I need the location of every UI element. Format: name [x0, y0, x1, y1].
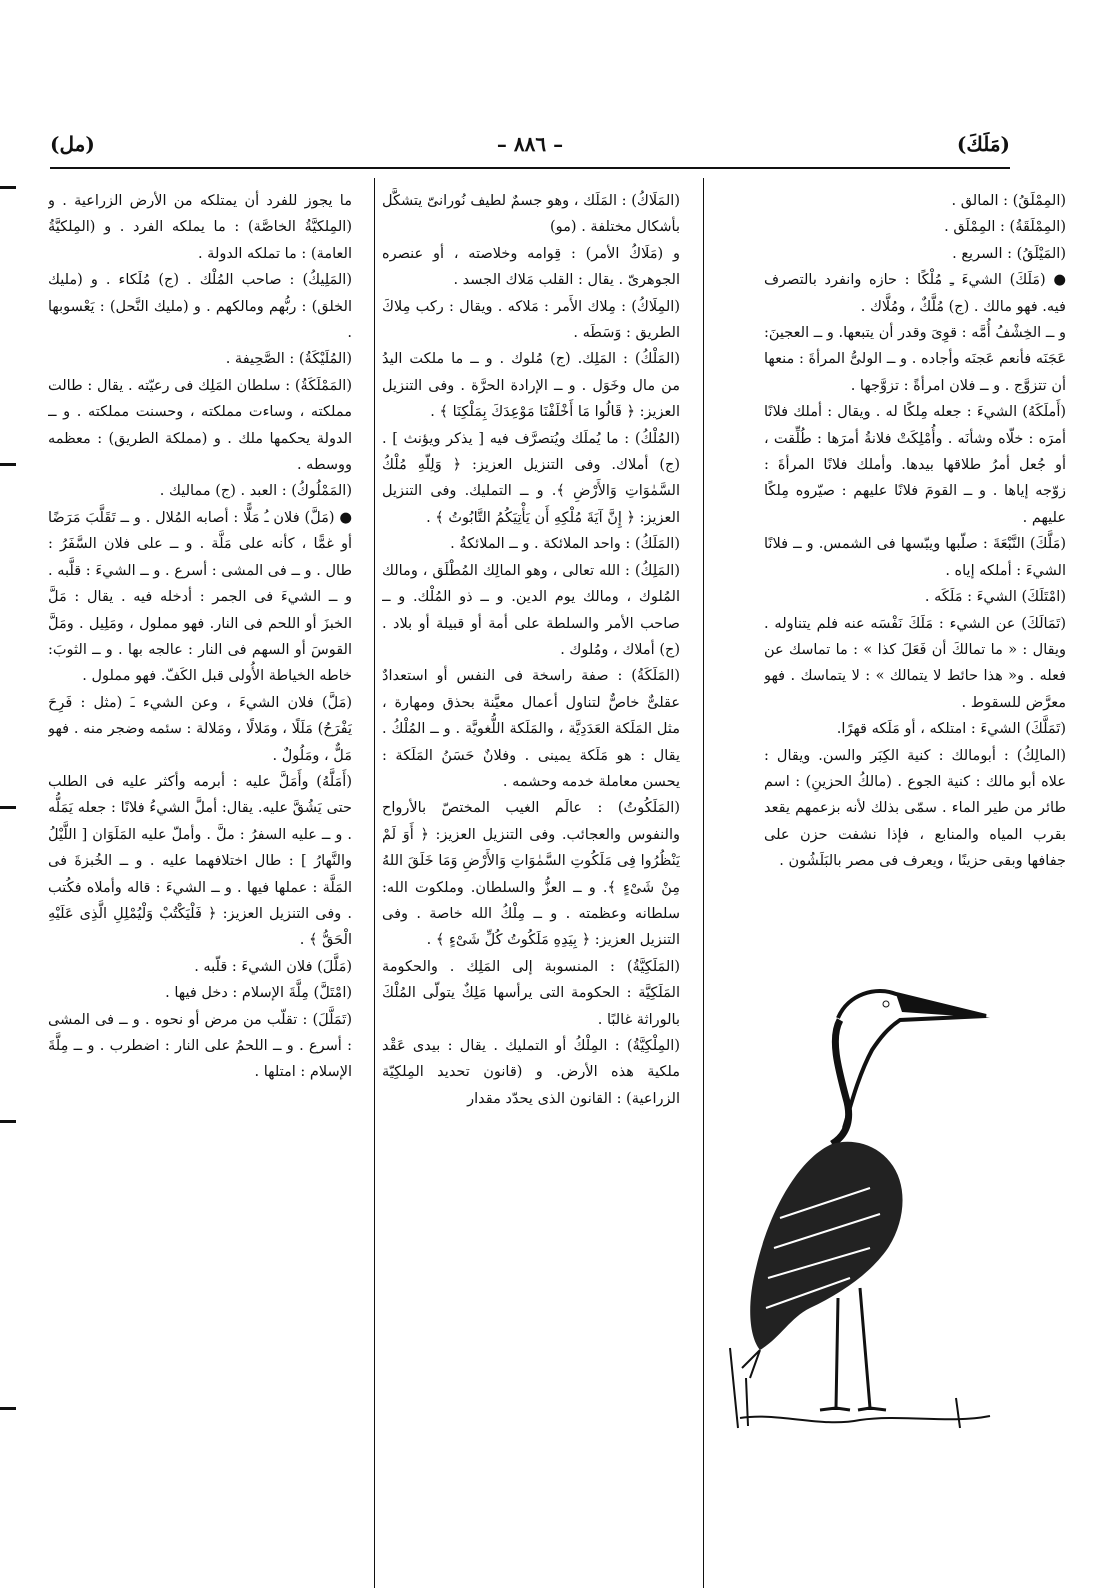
entry-paragraph: (تَمَلَّكَ) الشيءَ : امتلكه ، أو مَلَكه قهرًا.	[836, 721, 1066, 738]
entry-paragraph: (المَمْلَكَةُ) : سلطان المَلِك فى رعيّته . يقال : طالت مملكته ، وساءت مملكته ، وحسنت مملكته . و ــ الدولة يحكمها ملك . و (مملكة الطريق) : معظمه ووسطه .	[48, 377, 352, 474]
entry-paragraph: ● (مَلَكَ) الشيءَ ـِ مُلْكًا : حازه وانفرد بالتصرف فيه. فهو مالك . (ج) مُلَّكٌ ، ومُلَّاك .	[764, 272, 1066, 315]
column-left	[48, 188, 352, 1568]
page-number: – ٨٨٦ –	[496, 132, 564, 156]
entry-paragraph: (مَلَّكَ) النَّبْعَةَ : صلّبها ويبّسها فى الشمس. و ــ فلانًا الشيءَ : أملكه إياه .	[764, 536, 1066, 579]
entry-paragraph: (أَملَكَهُ) الشيءَ : جعله مِلكًا له . ويقال : أملك فلانًا أمرَه : خلّاه وشأنَه . وأُمْلِكَتْ فلانةُ أمرَها : طُلِّقت ، أو جُعل أمرُ طلاقها بيدها. وأملك فلانًا المرأةَ : زوّجه إياها . و ــ القومَ فلانًا عليهم : صيّروه مِلكًا عليهم .	[764, 404, 1066, 526]
column-middle	[382, 188, 680, 1568]
entry-paragraph: (المَلَاكُ) : المَلَك ، وهو جسمٌ لطيف نُورانىّ يتشكَّل بأشكال مختلفة . (مو)	[382, 193, 680, 236]
entry-paragraph: (المِمْلَقَةُ) : المِمْلَق .	[944, 219, 1066, 236]
entry-paragraph: و (مَلَاكُ الأمر) : قِوامه وخلاصته ، أو عنصره الجوهرىّ . يقال : القلب مَلاك الجسد .	[382, 245, 680, 289]
entry-paragraph: (أَمَلَّهُ) وأَمَلَّ عليه : أبرمه وأكثر عليه فى الطلب حتى يَشُقَّ عليه. يقال: أملَّ الشيءُ فلانًا : جعله يَمَلُّه . و ــ عليه السفرُ : ملَّ . وأملّ عليه المَلَوَان [ اللَّيْلُ والنَّهارُ ] : طال اختلافهما عليه . و ــ الخُبزةَ فى المَلَّة : عملها فيها . و ــ الشيءَ : قاله وأملاه فكُتب . وفى التنزيل العزيز: ﴿ فَلْيَكْتُبْ وَلْيُمْلِلِ الَّذِى عَلَيْهِ الْحَقُّ ﴾ .	[48, 773, 352, 949]
column-divider	[374, 178, 375, 1588]
entry-paragraph: (المَيْلَقُ) : السريع .	[952, 245, 1066, 262]
scan-mark	[0, 1407, 16, 1410]
header-root: (مل)	[50, 132, 95, 156]
entry-paragraph: ● (مَلَّ) فلان ـُ مَلًّا : أصابه المُلال . و ــ تَقَلَّبَ مَرَضًا أو غمًّا ، كأنه على مَلَّة . و ــ على فلان السَّفَرُ : طال . و ــ فى المشى : أسرع . و ــ الشيءَ : قلَّبه . و ــ الشيءَ فى الجمر : أدخله فيه . يقال : مَلَّ الخبزَ أو اللحم فى النار. فهو مملول ، ومَلِيل . ومَلَّ القوسَ أو السهم فى النار : عالجه بها . و ــ الثوبَ: خاطه الخياطة الأُولى قبل الكَفّ. فهو مملول .	[48, 509, 352, 685]
entry-paragraph: (المَمْلُوكُ) : العبد . (ج) مماليك .	[159, 483, 352, 500]
entry-paragraph: (تَمَلَّلَ) : تقلّب من مرض أو نحوه . و ــ فى المشى : أسرع . و ــ اللحمُ على النار : اضطرب . و ــ مِلَّةَ الإسلام : امتلها .	[48, 1011, 352, 1081]
scan-mark	[0, 463, 16, 466]
entry-paragraph: (المَلَكُوتُ) : عالَم الغيب المختصّ بالأرواح والنفوس والعجائب. وفى التنزيل العزيز: ﴿ أَوَ لَمْ يَنْظُرُوا فِى مَلَكُوتِ السَّمٰوَاتِ وَالأَرْضِ وَمَا خَلَقَ اللهُ مِنْ شَىْءٍ ﴾. و ــ العزُّ والسلطان. وملكوت الله: سلطانه وعظمته . و ــ مِلْكُ الله خاصة . وفى التنزيل العزيز: ﴿ بِيَدِهِ مَلَكُوتُ كُلِّ شَىْءٍ ﴾ .	[382, 800, 680, 949]
header-entry-word: (مَلَكَ)	[956, 132, 1010, 156]
entry-paragraph: (المِلْكِيَّةُ) : المِلْكُ أو التمليك . يقال : بيدى عَقْد ملكية هذه الأرض. و (قانون تحديد المِلكِيّة الزراعية) : القانون الذى يحدّد مقدار	[382, 1038, 680, 1107]
entry-paragraph: (المَلِكُ) : الله تعالى ، وهو المالِك المُطْلَق ، ومالك المُلوك ، ومالك يوم الدين. و ــ ذو المُلْك. و ــ صاحب الأمر والسلطة على أمة أو قبيلة أو بلاد . (ج) أملاك ، ومُلوك .	[382, 562, 680, 658]
column-divider	[703, 178, 704, 1588]
entry-paragraph: (المِلَاكُ) : مِلاك الأَمر : مَلاكه . ويقال : ركب مِلاكَ الطريق : وَسَطَه .	[382, 298, 680, 342]
scan-mark	[0, 186, 16, 189]
entry-paragraph: (المِمْلَقُ) : المالق .	[951, 193, 1066, 209]
entry-paragraph: (المُلْكُ) : ما يُملَك ويُتصرَّف فيه [ يذكر ويؤنث ] . (ج) أملاك. وفى التنزيل العزيز: ﴿ وَلِلّهِ مُلْكُ السَّمٰوَاتِ وَالأَرْضِ ﴾. و ــ التمليك. وفى التنزيل العزيز: ﴿ إِنَّ آيَةَ مُلْكِهِ أَن يَأْتِيَكُمُ التَّابُوتُ ﴾ .	[382, 430, 680, 526]
entry-paragraph: (امْتَلَّ) مِلَّةَ الإسلام : دخل فيها .	[165, 985, 352, 1002]
scan-mark	[0, 806, 16, 809]
entry-paragraph: (المُلَيْكَةُ) : الصَّحِيفة .	[225, 351, 352, 368]
entry-paragraph: (المَلْكُ) : المَلِك. (ج) مُلوك . و ــ ما ملكت اليدُ من مال وخَوَل . و ــ الإرادة الحرَّة . وفى التنزيل العزيز: ﴿ قَالُوا مَا أَخْلَفْنَا مَوْعِدَكَ بِمَلْكِنَا ﴾ .	[382, 351, 680, 421]
entry-paragraph: (امْتَلَكَ) الشيءَ : مَلَكَه .	[924, 589, 1066, 606]
entry-paragraph: (مَلَّ) فلان الشيءَ ، وعن الشيء ـَ (مثل : فَرِحَ يَفْرَحُ) مَلَلًا ، ومَلالًا ، ومَلالة : سئمه وضجر منه . فهو مَلٌّ ، ومَلُولٌ .	[48, 694, 352, 764]
page-header	[50, 128, 1010, 168]
entry-paragraph: و ــ الخِشْفُ أُمَّه : قوِىَ وقدر أن يتبعها. و ــ العجينَ: عَجَنَه فأنعم عَجنَه وأجاده . و ــ الولىُّ المرأةَ : منعها أن تتزوَّج . و ــ فلان امرأةً : تزوَّجها .	[764, 325, 1066, 394]
entry-paragraph: (المَلِيكُ) : صاحب المُلْك . (ج) مُلَكاء . و (مليك الخلق) : ربُّهم ومالكهم . و (مليك النَّحل) : يَعْسوبها .	[48, 272, 352, 342]
entry-paragraph: ما يجوز للفرد أن يمتلكه من الأرض الزراعية . و (المِلكيَّةُ الخاصَّة) : ما يملكه الفرد . و (المِلكيَّةُ العامة) : ما تملكه الدولة .	[48, 193, 352, 262]
entry-paragraph: (المَلَكِيَّةُ) : المنسوبة إلى المَلِك . والحكومة المَلَكِيَّة : الحكومة التى يرأسها مَلِكٌ يتولّى المُلْكَ بالوراثة غالبًا .	[382, 958, 680, 1028]
heron-illustration	[720, 958, 1010, 1438]
entry-paragraph: (مَلَّلَ) فلان الشيءَ : قلّبه .	[194, 958, 352, 975]
entry-paragraph: (المَلَكُ) : واحد الملائكة . و ــ الملائكةُ .	[450, 536, 680, 553]
column-right	[764, 188, 1066, 968]
scan-mark	[0, 1120, 16, 1123]
entry-paragraph: (المالِكُ) : أبومالك : كنية الكِبَر والسن. ويقال : علاه أبو مالك : كنية الجوع . (مالكُ الحزينِ) : اسم طائر من طير الماء . سمّى بذلك لأنه بزعمهم يقعد بقرب المياه والمنابع ، فإذا نشفت حزن على جفافها وبقى حزينًا ، ويعرف فى مصر بالبَلَشُون .	[764, 747, 1066, 870]
header-rule	[50, 167, 1010, 169]
entry-paragraph: (تَمَالَكَ) عن الشيء : مَلَكَ نَفْسَه عنه فلم يتناوله . ويقال : « ما تمالكَ أن فَعَلَ كذا » : ما تماسك عن فعله . و« هذا حائط لا يتمالك » : لا يتماسك . فهو معرَّض للسقوط .	[764, 615, 1066, 711]
entry-paragraph: (المَلَكَةُ) : صفة راسخة فى النفس أو استعدادٌ عقلىٌّ خاصٌّ لتناول أعمال معيَّنة بحذق ومهارة ، مثل المَلَكة العَدَدِيَّة ، والمَلَكة اللُّغويَّة . و ــ المُلْكُ . يقال : هو مَلَكة يمينى . وفلانٌ حَسَنُ المَلَكة : يحسن معاملة خدمه وحشمه .	[382, 668, 680, 790]
